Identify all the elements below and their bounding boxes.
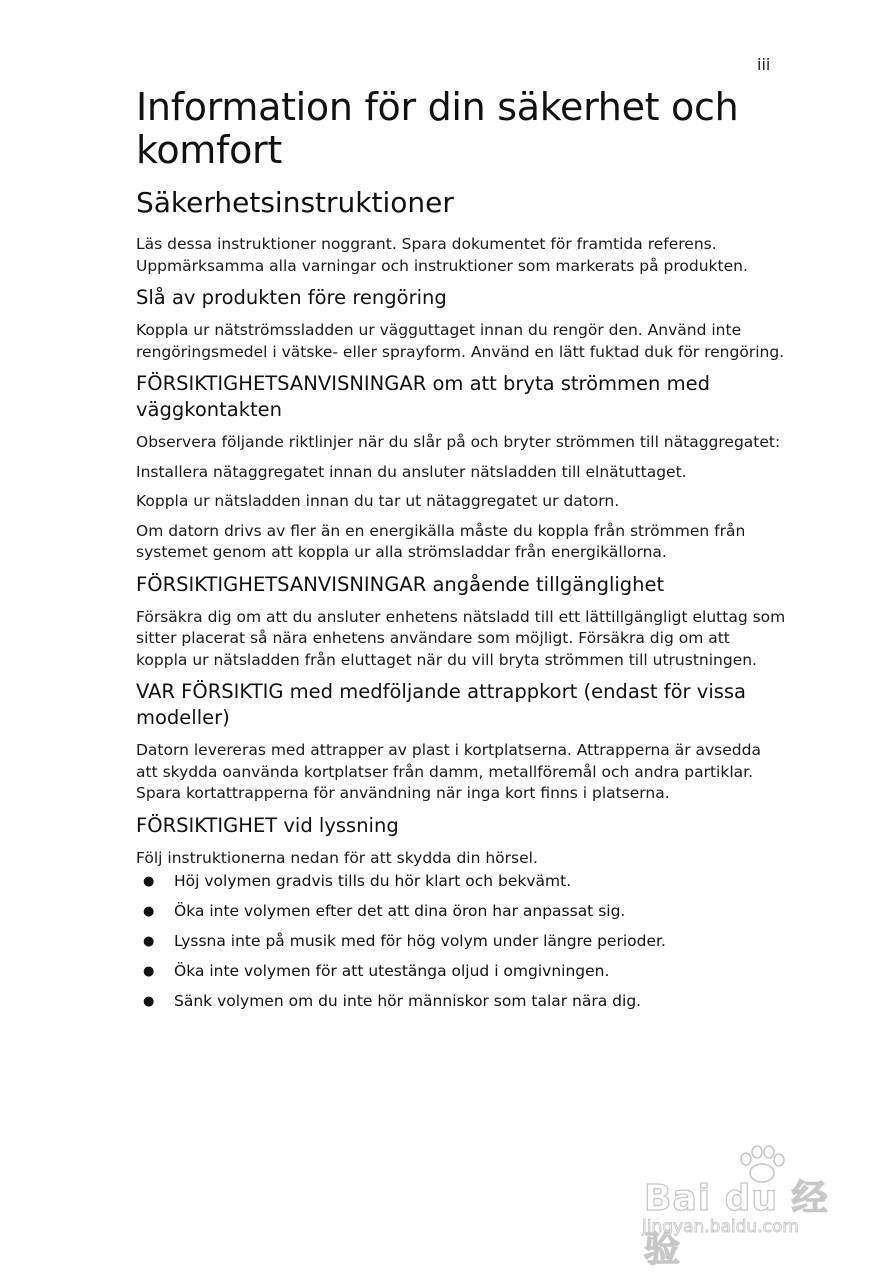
paragraph: Koppla ur nätsladden innan du tar ut nätaggregatet ur datorn. [136,492,620,510]
paragraph: Observera följande riktlinjer när du slår på och bryter strömmen till nätaggregatet: [136,433,781,451]
section-title: Säkerhetsinstruktioner [136,186,454,219]
paragraph: Datorn levereras med attrapper av plast i kortplatserna. Attrapperna är avsedda att skydda oanvända kortplatser från damm, metallföremål och andra partiklar. Spara kortattrapperna för användning när inga kort finns i platserna. [136,741,761,802]
paragraph: Installera nätaggregatet innan du ansluter nätsladden till elnätuttaget. [136,462,687,481]
list-item: ● Öka inte volymen efter det att dina öron har anpassat sig. [136,901,786,923]
intro-paragraph: Läs dessa instruktioner noggrant. Spara dokumentet för framtida referens. Uppmärksamma alla varningar och instruktioner som markerats på produkten. [136,235,748,275]
watermark-logo: Bai du 经验 [644,1178,829,1270]
bullet-icon: ● [143,934,155,949]
list-item: ● Sänk volymen om du inte hör människor som talar nära dig. [136,991,786,1013]
list-item: ● Lyssna inte på musik med för hög volym under längre perioder. [136,931,786,953]
bullet-list [136,871,786,1013]
section-heading-cleaning: Slå av produkten före rengöring [136,286,447,309]
section-heading-listening: FÖRSIKTIGHET vid lyssning [136,813,399,837]
bullet-icon: ● [143,904,155,919]
page-title: Information för din säkerhet och komfort [136,85,739,172]
list-item: ● Höj volymen gradvis tills du hör klart och bekvämt. [136,871,786,893]
baidu-watermark [636,1145,846,1270]
watermark-url: jingyan.baidu.com [642,1217,799,1237]
section-heading-accessibility: FÖRSIKTIGHETSANVISNINGAR angående tillgänglighet [136,572,665,596]
paragraph: Försäkra dig om att du ansluter enhetens nätsladd till ett lättillgängligt eluttag som sitter placerat så nära enhetens användare som möjligt. Försäkra dig om att koppla ur nätsladden från eluttaget när du vill bryta strömmen till utrustningen. [136,607,786,669]
document-body [136,86,786,1021]
bullet-icon: ● [143,874,155,889]
section-heading-dummy-cards: VAR FÖRSIKTIG med medföljande attrappkort (endast för vissa modeller) [136,680,747,729]
bullet-icon: ● [143,964,155,979]
bullet-icon: ● [143,994,155,1009]
paragraph: Om datorn drivs av fler än en energikälla måste du koppla från strömmen från systemet genom att koppla ur alla strömsladdar från energikällorna. [136,521,746,561]
paragraph: Koppla ur nätströmssladden ur vägguttaget innan du rengör den. Använd inte rengöringsmedel i vätske- eller sprayform. Använd en lätt fuktad duk för rengöring. [136,321,785,361]
list-item: ● Öka inte volymen för att utestänga oljud i omgivningen. [136,961,786,983]
paragraph: Följ instruktionerna nedan för att skydda din hörsel. [136,848,538,867]
page-number: iii [757,55,771,74]
section-heading-power-disconnect: FÖRSIKTIGHETSANVISNINGAR om att bryta strömmen med väggkontakten [136,372,710,421]
